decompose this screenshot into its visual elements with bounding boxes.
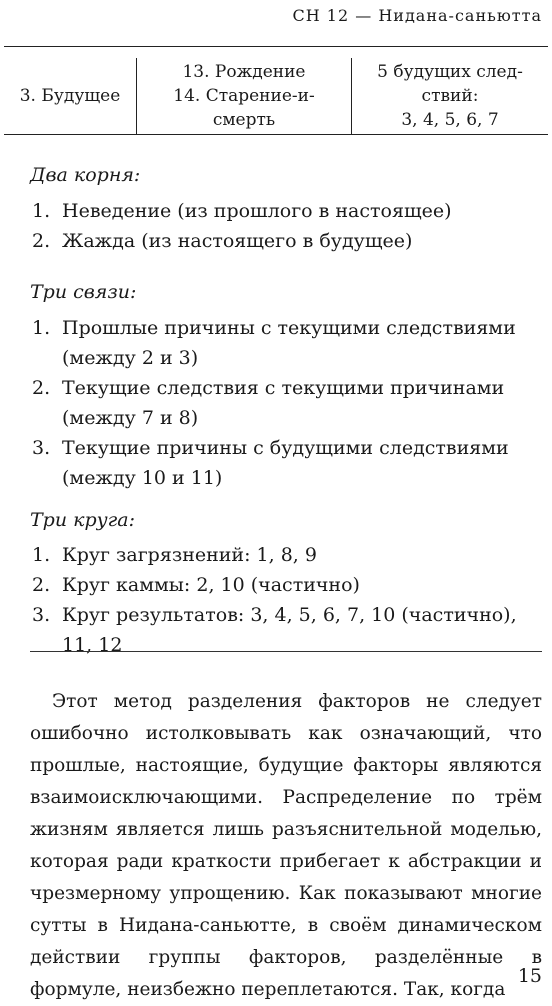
running-header: СН 12 — Нидана-саньютта: [292, 6, 542, 25]
connections-list: [30, 313, 545, 493]
section-title-rounds: Три круга:: [30, 509, 135, 531]
item-text: Неведение (из прошлого в настоящее): [62, 200, 452, 222]
item-text: Круг каммы: 2, 10 (частично): [62, 574, 360, 596]
period-table: [4, 58, 548, 135]
item-number: 2.: [32, 230, 51, 252]
item-text: Жажда (из настоящего в будущее): [62, 230, 413, 252]
list-item: [30, 373, 545, 433]
effects-line: 5 будущих след-: [377, 62, 523, 82]
item-number: 2.: [32, 574, 51, 596]
body-paragraph: Этот метод разделения факторов не следует ошибочно истолковывать как означающий, что прошлые, настоящие, будущие факторы являются взаимоисключающими. Распределение по трём жизням является лишь разъяснительной моделью, которая ради краткости прибегает к абстракции и чрезмерному упрощению. Как показывают многие сутты в Нидана-саньютте, в своём динамическом действии группы факторов, разделённые в формуле, неизбежно переплетаются. Так, когда: [30, 691, 542, 1000]
item-text: Круг результатов: 3, 4, 5, 6, 7, 10 (частично), 11, 12: [62, 604, 517, 656]
item-text: Прошлые причины с текущими следствиями (между 2 и 3): [62, 317, 516, 369]
item-number: 1.: [32, 544, 51, 566]
item-text: Текущие следствия с текущими причинами (между 7 и 8): [62, 377, 505, 429]
table-cell-links: [137, 58, 352, 135]
item-text: Текущие причины с будущими следствиями (между 10 и 11): [62, 437, 509, 489]
section-divider: [30, 651, 542, 652]
section-title-roots: Два корня:: [30, 164, 141, 186]
table-row: [4, 58, 548, 135]
list-item: [30, 570, 545, 600]
header-rule: [4, 46, 548, 47]
links-line: 13. Рождение: [182, 62, 306, 82]
list-item: [30, 226, 545, 256]
item-number: 3.: [32, 437, 51, 459]
item-text: Круг загрязнений: 1, 8, 9: [62, 544, 317, 566]
rounds-list: [30, 540, 545, 660]
page-number: 15: [517, 965, 542, 987]
item-number: 1.: [32, 317, 51, 339]
list-item: [30, 540, 545, 570]
links-line: 14. Старение-и-: [173, 86, 315, 106]
item-number: 3.: [32, 604, 51, 626]
list-item: [30, 313, 545, 373]
list-item: [30, 433, 545, 493]
item-number: 2.: [32, 377, 51, 399]
links-line: смерть: [212, 110, 276, 130]
item-number: 1.: [32, 200, 51, 222]
list-item: [30, 196, 545, 226]
table-cell-effects: [352, 58, 549, 135]
effects-line: 3, 4, 5, 6, 7: [401, 110, 499, 130]
roots-list: [30, 196, 545, 256]
section-title-connections: Три связи:: [30, 281, 137, 303]
effects-line: ствий:: [421, 86, 479, 106]
table-cell-period: 3. Будущее: [4, 58, 137, 135]
